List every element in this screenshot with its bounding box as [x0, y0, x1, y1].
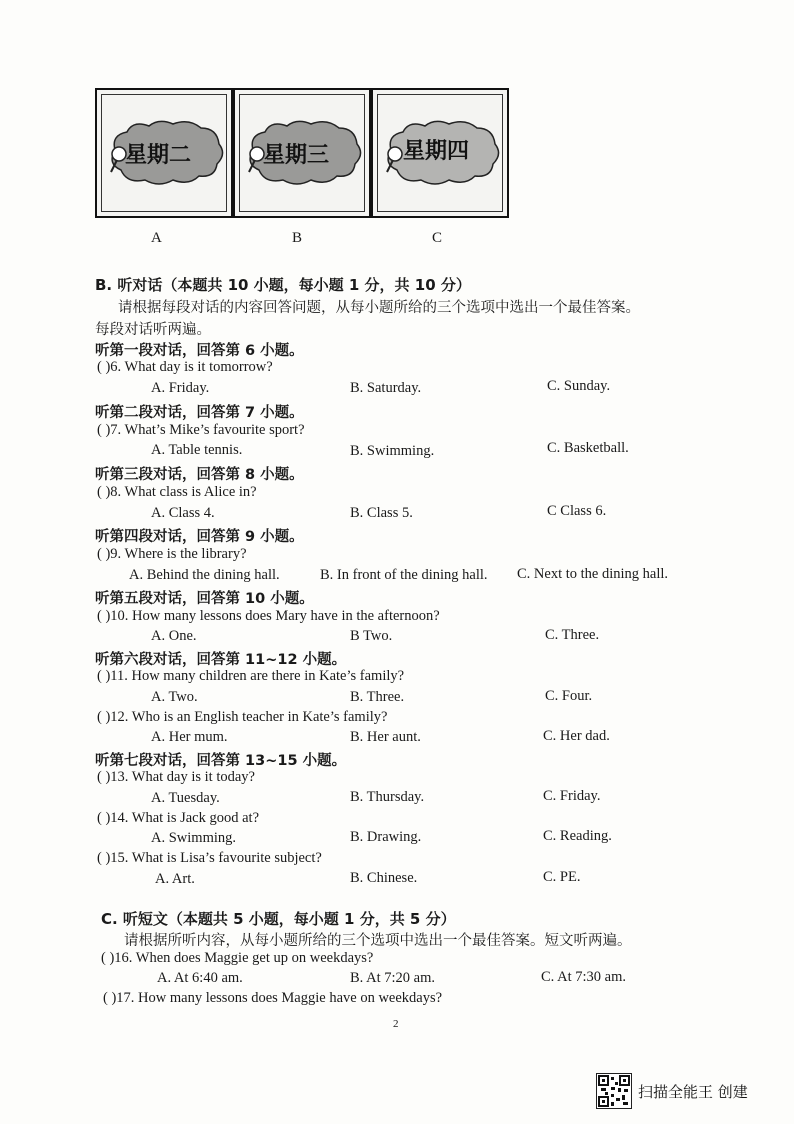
question-13: ( )13. What day is it today?	[97, 769, 255, 785]
q10-option-c: C. Three.	[545, 627, 600, 643]
question-6: ( )6. What day is it tomorrow?	[97, 359, 273, 375]
q15-option-b: B. Chinese.	[350, 870, 418, 886]
picture-label-c: C	[432, 230, 443, 246]
watermark-text: 扫描全能王 创建	[638, 1082, 748, 1101]
paint-splash-wednesday	[235, 90, 369, 216]
svg-text:星期三: 星期三	[263, 143, 330, 168]
dialog-1-heading: 听第一段对话，回答第 6 小题。	[95, 343, 304, 359]
q15-option-c: C. PE.	[543, 869, 581, 885]
question-14: ( )14. What is Jack good at?	[97, 810, 260, 826]
q11-option-c: C. Four.	[545, 688, 593, 704]
q11-option-b: B. Three.	[350, 689, 405, 705]
qr-code-icon	[596, 1073, 632, 1109]
question-17: ( )17. How many lessons does Maggie have on weekdays?	[103, 990, 443, 1006]
q10-option-a: A. One.	[151, 628, 197, 644]
question-8: ( )8. What class is Alice in?	[97, 484, 257, 500]
q15-option-a: A. Art.	[155, 871, 195, 887]
question-9: ( )9. Where is the library?	[97, 546, 247, 562]
picture-label-b: B	[292, 230, 303, 246]
q12-option-b: B. Her aunt.	[350, 729, 421, 745]
page-number: 2	[393, 1018, 399, 1030]
question-16: ( )16. When does Maggie get up on weekdays?	[101, 950, 374, 966]
q8-option-b: B. Class 5.	[350, 505, 413, 521]
picture-options-row	[95, 88, 511, 218]
q13-option-a: A. Tuesday.	[151, 790, 220, 806]
q6-option-b: B. Saturday.	[350, 380, 422, 396]
q9-option-b: B. In front of the dining hall.	[320, 567, 488, 583]
q8-option-a: A. Class 4.	[151, 505, 215, 521]
section-b-instruction-2: 每段对话听两遍。	[95, 322, 211, 338]
q16-option-c: C. At 7:30 am.	[541, 969, 626, 985]
q13-option-c: C. Friday.	[543, 788, 601, 804]
section-b-instruction: 请根据每段对话的内容回答问题，从每小题所给的三个选项中选出一个最佳答案。	[118, 300, 640, 316]
svg-text:星期四: 星期四	[403, 139, 470, 164]
picture-option-a	[95, 88, 233, 218]
q16-option-b: B. At 7:20 am.	[350, 970, 435, 986]
q7-option-c: C. Basketball.	[547, 440, 629, 456]
q9-option-c: C. Next to the dining hall.	[517, 566, 669, 582]
picture-option-b	[233, 88, 371, 218]
q7-option-a: A. Table tennis.	[151, 442, 243, 458]
q16-option-a: A. At 6:40 am.	[157, 970, 243, 986]
q14-option-a: A. Swimming.	[151, 830, 236, 846]
question-12: ( )12. Who is an English teacher in Kate’s family?	[97, 709, 388, 725]
q6-option-a: A. Friday.	[151, 380, 210, 396]
section-c-instruction: 请根据所听内容，从每小题所给的三个选项中选出一个最佳答案。短文听两遍。	[124, 933, 632, 949]
paint-splash-tuesday	[97, 90, 231, 216]
q9-option-a: A. Behind the dining hall.	[129, 567, 280, 583]
question-15: ( )15. What is Lisa’s favourite subject?	[97, 850, 322, 866]
dialog-3-heading: 听第三段对话，回答第 8 小题。	[95, 467, 304, 483]
question-7: ( )7. What’s Mike’s favourite sport?	[97, 422, 305, 438]
question-11: ( )11. How many children are there in Kate’s family?	[97, 668, 405, 684]
q7-option-b: B. Swimming.	[350, 443, 435, 459]
dialog-6-heading: 听第六段对话，回答第 11~12 小题。	[95, 652, 347, 668]
q14-option-c: C. Reading.	[543, 828, 612, 844]
q10-option-b: B Two.	[350, 628, 393, 644]
q6-option-c: C. Sunday.	[547, 378, 611, 394]
q14-option-b: B. Drawing.	[350, 829, 422, 845]
q11-option-a: A. Two.	[151, 689, 198, 705]
section-b-title: B. 听对话（本题共 10 小题，每小题 1 分，共 10 分）	[95, 276, 471, 294]
picture-label-a: A	[151, 230, 162, 246]
dialog-5-heading: 听第五段对话，回答第 10 小题。	[95, 591, 314, 607]
dialog-7-heading: 听第七段对话，回答第 13~15 小题。	[95, 753, 347, 769]
picture-option-c	[371, 88, 509, 218]
q13-option-b: B. Thursday.	[350, 789, 425, 805]
scanner-watermark	[596, 1073, 748, 1109]
q8-option-c: C Class 6.	[547, 503, 607, 519]
dialog-2-heading: 听第二段对话，回答第 7 小题。	[95, 405, 304, 421]
paint-splash-thursday	[373, 90, 507, 216]
dialog-4-heading: 听第四段对话，回答第 9 小题。	[95, 529, 304, 545]
q12-option-a: A. Her mum.	[151, 729, 228, 745]
svg-text:星期二: 星期二	[125, 143, 192, 168]
question-10: ( )10. How many lessons does Mary have in the afternoon?	[97, 608, 440, 624]
q12-option-c: C. Her dad.	[543, 728, 610, 744]
section-c-title: C. 听短文（本题共 5 小题，每小题 1 分，共 5 分）	[101, 910, 456, 928]
